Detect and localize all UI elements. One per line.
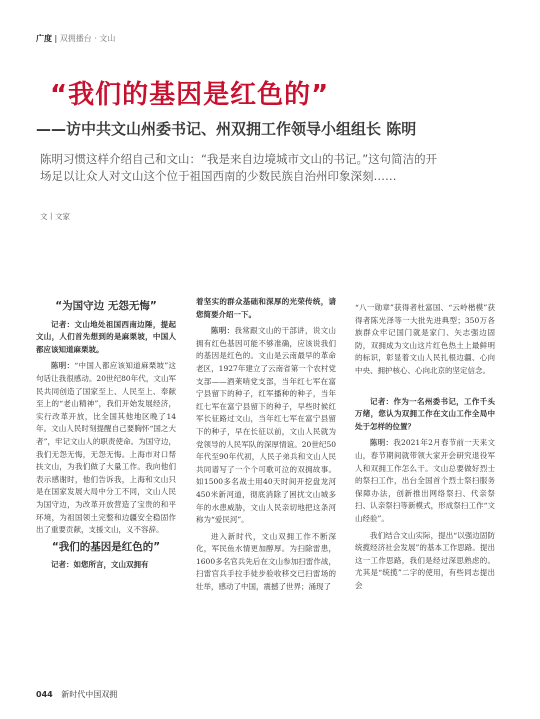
speaker-label: 陈明：: [51, 361, 75, 371]
header-divider: |: [54, 34, 58, 43]
article-lead: 陈明习惯这样介绍自己和文山：“我是来自边境城市文山的书记。”这句简洁的开场足以让众人对文山这个位于祖国西南的少数民族自治州印象深刻……: [40, 152, 438, 183]
question-text: 作为一名州委书记，工作千头万绪，您认为双拥工作在文山工作全局中处于怎样的位置？: [355, 396, 495, 431]
interview-question: [355, 396, 495, 434]
page-number: 044: [36, 690, 53, 699]
body-paragraph: 进入新时代，文山双拥工作不断深化，军民鱼水情更加醇厚。为扫除雷患，1600多名官兵先后在文山参加扫雷作战，扫雷官兵手拉手徒步验收移交已扫雷场的壮举，感动了中国，震撼了世界；涌现了: [196, 531, 336, 592]
speaker-label: 陈明：: [211, 326, 235, 336]
answer-text: 我2021年2月春节前一天来文山，春节期间就带领大家开会研究退役军人和双拥工作怎么干。文山总要做好烈士的祭扫工作，出台全国首个烈士祭扫服务保障办法，创新推出网络祭扫、代亲祭扫、认亲祭扫等新模式，形成祭扫工作“文山经验”。: [355, 438, 495, 523]
section-label: 广度: [36, 34, 52, 43]
interview-answer: [36, 360, 176, 536]
page-footer: [36, 689, 117, 700]
interview-answer: [355, 437, 495, 525]
column-label: 双拥播台 · 文山: [59, 34, 116, 43]
reporter-label: 记者：: [51, 319, 75, 329]
question-text: 文山地处祖国西南边陲，提起文山，人们首先想到的是麻栗坡，中国人都应该知道麻栗坡。: [36, 319, 176, 354]
body-paragraph: “八一勋章”获得者杜富国、“云岭楷模”获得者陈光泽等一大批先进典型；350万各族群众牢记国门就是家门、矢志强边固防，双拥成为文山这片红色热土上最鲜明的标识，彰显着文山人民扎根边疆、心向中央、拥护核心、心向北京的坚定信念。: [355, 303, 495, 375]
interview-question-continued: [196, 296, 336, 321]
article-title: “我们的基因是红色的”: [50, 80, 330, 110]
answer-text: “中国人都应该知道麻栗坡”这句话让我很感动。20世纪80年代，文山军民共同创造了国家至上、人民至上、奉献至上的“老山精神”，我们开始发展经济，实行改革开放，比全国其他地区晚了14年。文山人民时刻提醒自己要胸怀“国之大者”，牢记文山人的职责使命。为国守边，我们无怨无悔，无怨无悔。上海市对口帮扶文山，为我们做了大量工作。我向他们表示感谢时，他们告诉我，上海和文山只是在国家发展大局中分工不同，文山人民为国守边，为改革开放营造了宝贵的和平环境，为祖国领土完整和边疆安全稳固作出了重要贡献，支援文山，义不容辞。: [36, 361, 176, 535]
reporter-label: 记者：: [51, 560, 74, 570]
question-text: 着坚实的群众基础和深厚的光荣传统，请您简要介绍一下。: [196, 297, 336, 319]
section-heading-1: “为国守边 无怨无悔”: [55, 300, 157, 312]
reporter-label: 记者：: [370, 396, 394, 406]
speaker-label: 陈明：: [370, 438, 394, 448]
interview-question: [36, 559, 176, 572]
body-paragraph: 我们结合文山实际，提出“以强边固防统揽经济社会发展”的基本工作思路。提出这一工作思路，我们是经过深思熟虑的。尤其是“统揽”二字的使用，有些同志提出会: [355, 530, 495, 590]
interview-question: [36, 319, 176, 357]
answer-text: 我常跟文山的干部讲，说文山拥有红色基因可能不够准确，应该说我们的基因是红色的。文山是云南最早的革命老区，1927年建立了云南省第一个农村党支部——酒莱哨党支部，当年红七军在富宁县留下的种子，红军播种的种子，当年红七军在富宁县留下的种子，早些时候红军长征路过文山，当年红七军在富宁县留下的种子，早在长征以前，文山人民就为党领导的人民军队的深厚情谊。20世纪50年代至90年代初，人民子弟兵和文山人民共同谱写了一个个可歌可泣的双拥故事。如1500多名战士用40天时间开挖盘龙河450米新河道，彻底消除了困扰文山城多年的水患威胁，文山人民亲切地把这条河称为“爱民河”。: [196, 326, 336, 525]
magazine-name: 新时代中国双拥: [61, 690, 118, 699]
question-text: 如您所言，文山双拥有: [73, 560, 149, 570]
page-header: [36, 33, 115, 44]
article-byline: 文丨文家: [40, 212, 70, 221]
body-column-3: [355, 302, 495, 596]
article-subtitle: ——访中共文山州委书记、州双拥工作领导小组组长 陈明: [36, 120, 417, 138]
body-column-2: [196, 296, 336, 598]
section-heading-2: “我们的基因是红色的”: [51, 540, 161, 553]
body-column-1: [36, 296, 176, 576]
interview-answer: [196, 325, 336, 527]
